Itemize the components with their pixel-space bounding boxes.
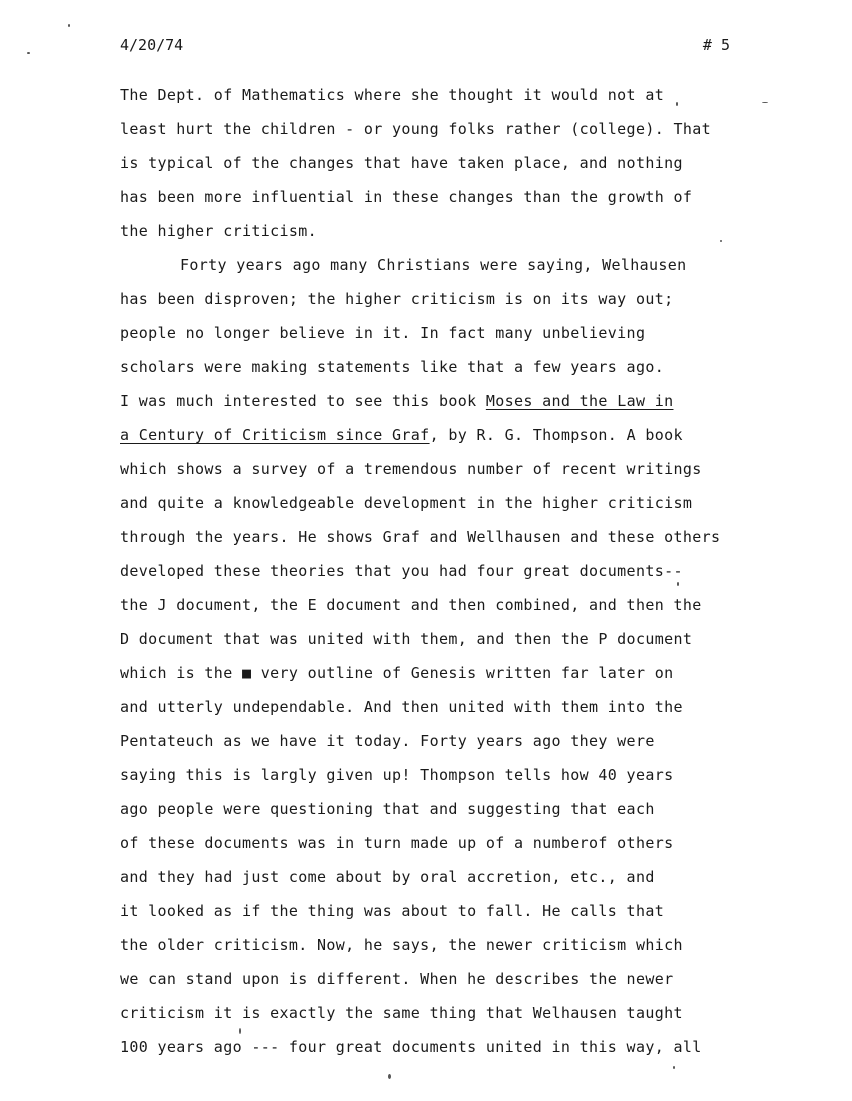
- scan-speck: [239, 1028, 241, 1034]
- book-title-underlined: a Century of Criticism since Graf: [120, 426, 430, 444]
- text-line: has been disproven; the higher criticism is on its way out;: [120, 290, 674, 308]
- scan-speck: [677, 582, 679, 586]
- body-text: [120, 78, 790, 1064]
- text-line: saying this is largly given up! Thompson tells how 40 years: [120, 766, 674, 784]
- text-line: Forty years ago many Christians were saying, Welhausen: [180, 256, 687, 274]
- scan-speck: [388, 1074, 391, 1079]
- text-line: the higher criticism.: [120, 222, 317, 240]
- text-line: 100 years ago --- four great documents united in this way, all: [120, 1038, 702, 1056]
- text-line: developed these theories that you had four great documents--: [120, 562, 683, 580]
- scan-speck: [68, 24, 70, 27]
- scan-speck: [762, 102, 768, 103]
- text-line: The Dept. of Mathematics where she thought it would not at: [120, 86, 665, 104]
- text-line: is typical of the changes that have taken place, and nothing: [120, 154, 683, 172]
- text-line: has been more influential in these changes than the growth of: [120, 188, 693, 206]
- text-line: which is the ■ very outline of Genesis written far later on: [120, 664, 674, 682]
- text-line: people no longer believe in it. In fact many unbelieving: [120, 324, 646, 342]
- text-line: [120, 384, 790, 418]
- book-title-underlined: Moses and the Law in: [485, 392, 674, 410]
- text-line: [120, 418, 790, 452]
- text-line: which shows a survey of a tremendous number of recent writings: [120, 460, 702, 478]
- text-line: through the years. He shows Graf and Wellhausen and these others: [120, 528, 721, 546]
- text-line: and quite a knowledgeable development in the higher criticism: [120, 494, 693, 512]
- text-line: it looked as if the thing was about to fall. He calls that: [120, 902, 665, 920]
- scan-speck: [720, 240, 722, 242]
- text-line: ago people were questioning that and suggesting that each: [120, 800, 655, 818]
- text-line: D document that was united with them, and then the P document: [120, 630, 693, 648]
- header-date: 4/20/74: [120, 36, 184, 54]
- text-line: and they had just come about by oral accretion, etc., and: [120, 868, 655, 886]
- scan-speck: [27, 52, 30, 54]
- text-line: and utterly undependable. And then united with them into the: [120, 698, 683, 716]
- text-line: the older criticism. Now, he says, the newer criticism which: [120, 936, 683, 954]
- text-line: scholars were making statements like that a few years ago.: [120, 358, 665, 376]
- text-line: the J document, the E document and then combined, and then the: [120, 596, 702, 614]
- text-line: Pentateuch as we have it today. Forty years ago they were: [120, 732, 655, 750]
- text-line: least hurt the children - or young folks rather (college). That: [120, 120, 711, 138]
- scan-speck: [673, 1066, 675, 1069]
- text-line: criticism it is exactly the same thing that Welhausen taught: [120, 1004, 683, 1022]
- text-segment: I was much interested to see this book: [120, 392, 486, 410]
- text-line: we can stand upon is different. When he describes the newer: [120, 970, 674, 988]
- scan-speck: [676, 102, 678, 106]
- text-segment: , by R. G. Thompson. A book: [429, 426, 683, 444]
- text-line: of these documents was in turn made up of a numberof others: [120, 834, 674, 852]
- header-page-number: # 5: [702, 36, 730, 54]
- page-header: [120, 36, 730, 58]
